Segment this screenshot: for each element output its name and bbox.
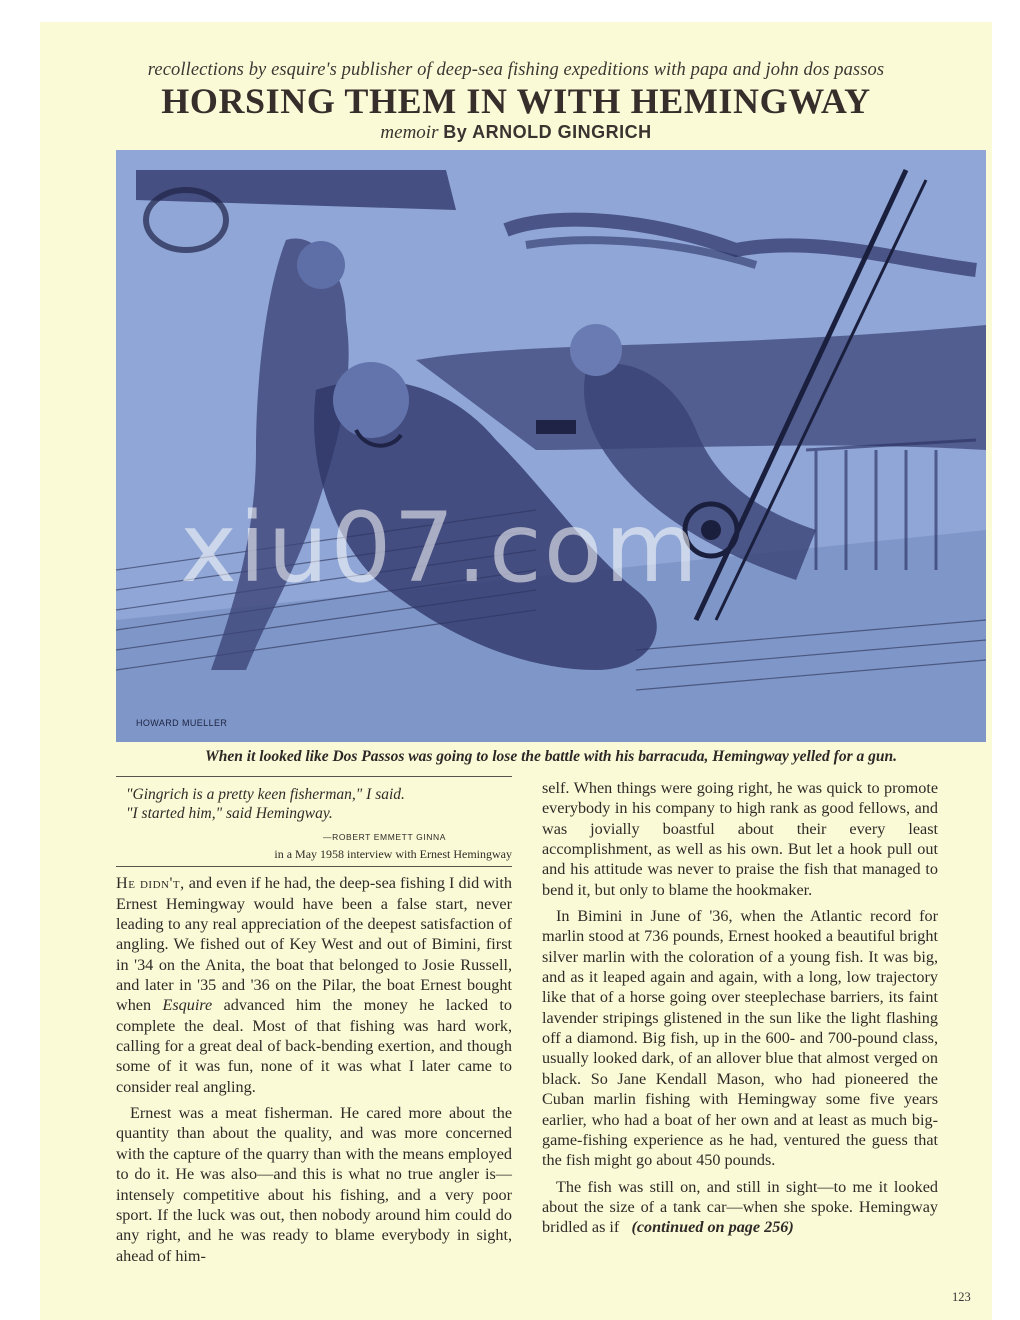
paragraph-1-lead: He didn't, [116,874,185,893]
column-left [116,776,512,1272]
paragraph-2: Ernest was a meat fisherman. He cared more about the quantity than about the quality, and was more concerned with the capture of the quarry than with the means employed to do it. He was also—and this is what no true angler is—intensely competitive about his fishing, and a very poor sport. If the luck was out, then nobody around him could do any right, and he was ready to blame everybody in sight, ahead of him- [116,1104,512,1265]
paragraph-1-text: and even if he had, the deep-sea fishing I did with Ernest Hemingway would have been a false start, never leading to any real appreciation of the deepest satisfaction of angling. We fished out of Key West and out of Bimini, first in '34 on the Anita, the boat that belonged to Josie Russell, and later in '35 and '36 on the Pilar, the boat Ernest bought when [116,874,513,1015]
paragraph-4: In Bimini in June of '36, when the Atlantic record for marlin stood at 736 pounds, Ernest hooked a beautiful bright silver marlin with the coloration of a young fish. It was big, and as it leaped again and again, with a long, low trajectory like that of a horse going over steeplechase barriers, its faint lavender stripings glistened in the sun like the light flashing off a diamond. Big fish, up in the 600- and 700-pound class, usually looked dark, of an allover blue that almost verged on black. So Jane Kendall Mason, who had pioneered the Cuban marlin fishing with Hemingway some five years earlier, who had a boat of her own and at least as much big-game-fishing experience as he had, ventured the guess that the fish might go about 450 pounds. [542,907,938,1170]
epigraph-quote-1: "Gingrich is a pretty keen fisherman," I said. [126,786,405,803]
paragraph-1-tail: advanced him the money he lacked to complete the deal. Most of that fishing was hard work, calling for a great deal of back-bending exertion, and though some of it was fun, none of it was what I later came to consider real angling. [116,996,512,1096]
sketch-drawing [116,150,986,742]
continued-link[interactable]: (continued on page 256) [631,1218,794,1237]
illustration [116,150,986,742]
epigraph [116,776,512,867]
kicker: recollections by esquire's publisher of deep-sea fishing expeditions with papa and john dos passos [147,60,885,80]
byline-memoir: memoir [380,122,439,143]
column-right [542,778,938,1244]
paragraph-1 [116,873,512,1097]
paragraph-1-emphasis: Esquire [162,996,213,1015]
paragraph-5-text: The fish was still on, and still in sight—to me it looked about the size of a tank car—when she spoke. Hemingway bridled as if [542,1177,938,1237]
byline [40,122,992,144]
illustration-caption: When it looked like Dos Passos was going to lose the battle with his barracuda, Hemingway yelled for a gun. [205,748,897,765]
page-number: 123 [952,1290,971,1304]
paragraph-5 [542,1177,938,1238]
illustration-credit: HOWARD MUELLER [136,718,228,728]
epigraph-attribution-name: —ROBERT EMMETT GINNA [323,832,446,842]
headline: HORSING THEM IN WITH HEMINGWAY [161,81,871,121]
byline-author: By ARNOLD GINGRICH [443,122,652,142]
epigraph-attribution-line: in a May 1958 interview with Ernest Hemingway [274,847,512,862]
watermark: xiu07.com [180,492,701,604]
epigraph-quote-2: "I started him," said Hemingway. [126,805,333,822]
magazine-page [40,22,992,1320]
paragraph-3: self. When things were going right, he was quick to promote everybody in his company to high rank as good fellows, and was jovially boastful about their every least accomplishment, as well as his own. But let a hook pull out and his attitude was never to praise the fish that managed to bend it, but only to blame the hookmaker. [542,779,938,899]
